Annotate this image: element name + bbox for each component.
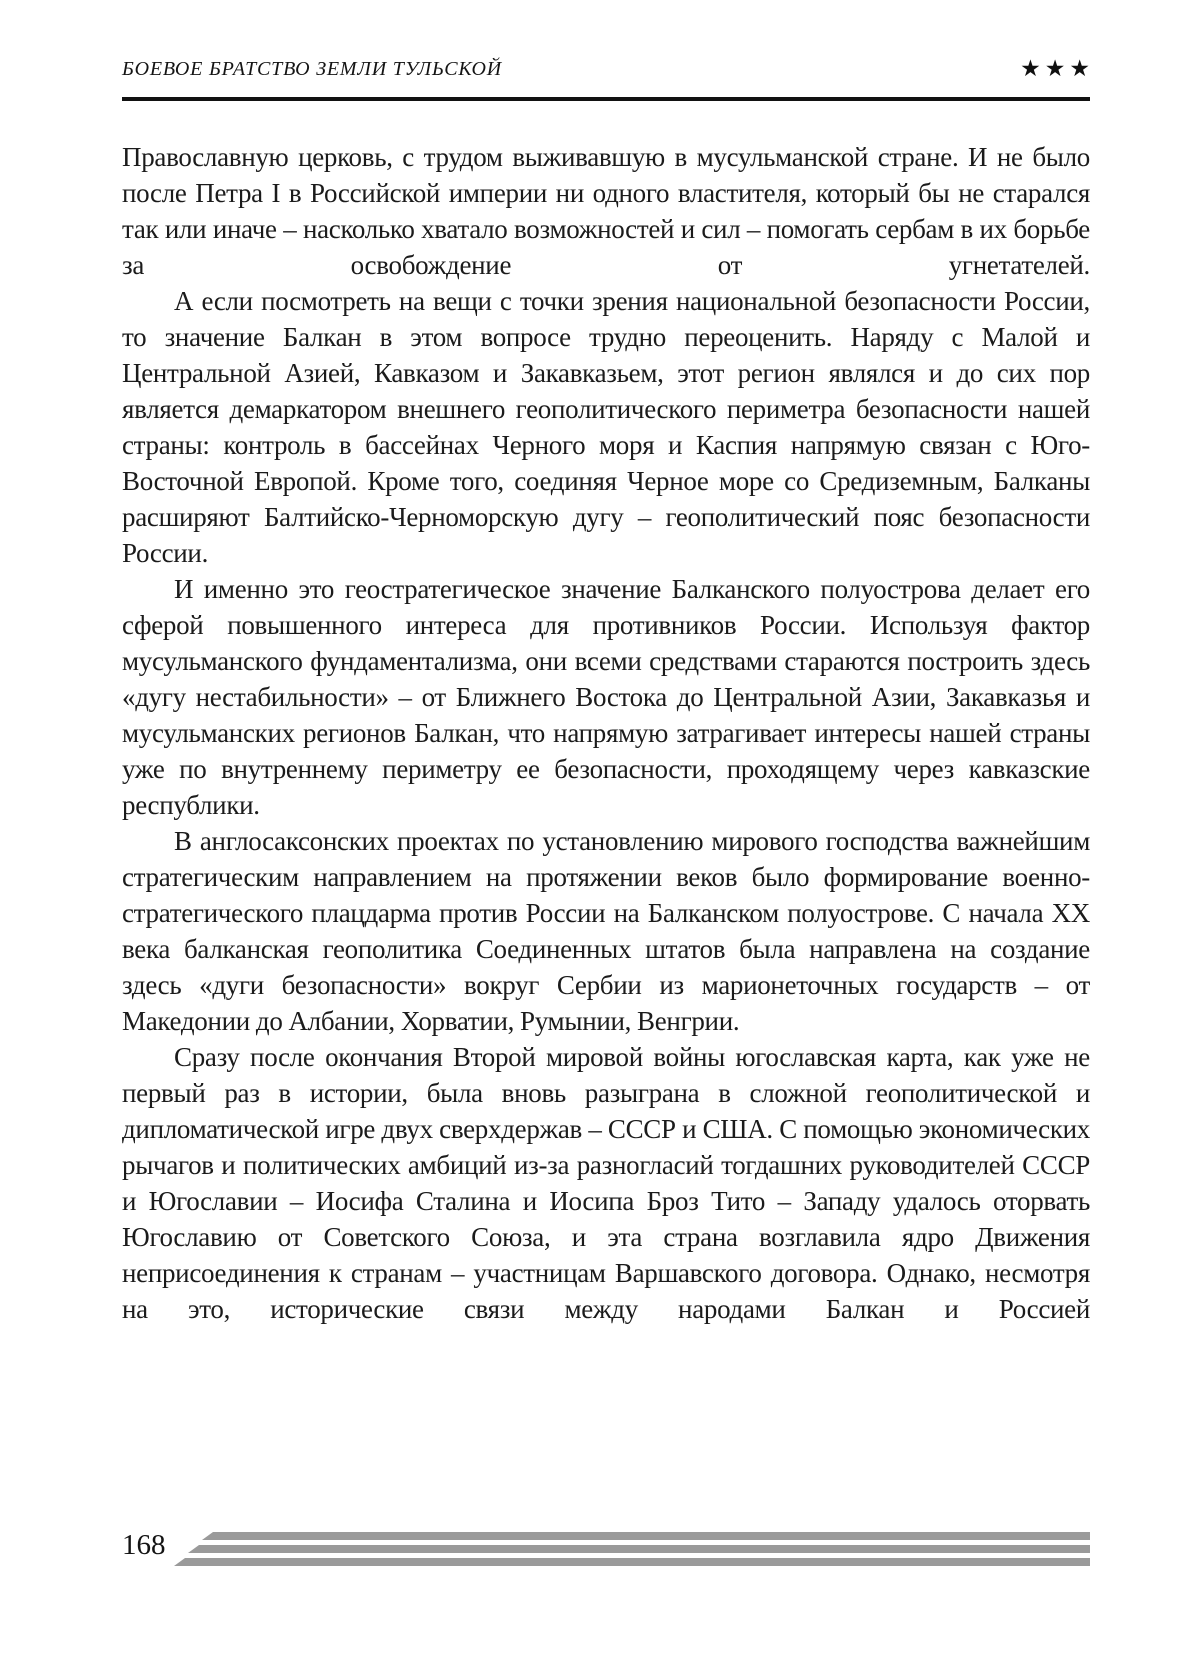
paragraph-5: Сразу после окончания Второй мировой войны югославская карта, как уже не первый раз в истории, была вновь разыграна в сложной геополитической и дипломатической игре двух сверхдержав – СССР и США. С помощью экономических рычагов и политических амбиций из-за разногласий тогдашних руководителей СССР и Югославии – Иосифа Сталина и Иосипа Броз Тито – Западу удалось оторвать Югославию от Советского Союза, и эта страна возглавила ядро Движения неприсоединения к странам – участницам Варшавского договора. Однако, несмотря на это, исторические связи между народами Балкан и Россией (122, 1042, 1090, 1324)
three-stars-icon: ★★★ (1020, 56, 1094, 82)
page-number: 168 (122, 1529, 166, 1561)
footer-stripe-top (202, 1532, 1090, 1540)
paragraph-3: И именно это геостратегическое значение Балканского полуострова делает его сферой повышенного интереса для противников России. Используя фактор мусульманского фундаментализма, они всеми средствами стараются построить здесь «дугу нестабильности» – от Ближнего Востока до Центральной Азии, Закавказья и мусульманских регионов Балкан, что напрямую затрагивает интересы нашей страны уже по внутреннему периметру ее безопасности, проходящему через кавказские республики. (122, 574, 1090, 820)
paragraph-2: А если посмотреть на вещи с точки зрения национальной безопасности России, то значение Балкан в этом вопросе трудно переоценить. Наряду с Малой и Центральной Азией, Кавказом и Закавказьем, этот регион являлся и до сих пор является демаркатором внешнего геополитического периметра безопасности нашей страны: контроль в бассейнах Черного моря и Каспия напрямую связан с Юго-Восточной Европой. Кроме того, соединяя Черное море со Средиземным, Балканы расширяют Балтийско-Черноморскую дугу – геополитический пояс безопасности России. (122, 286, 1090, 568)
page-header (122, 56, 1094, 82)
running-title: БОЕВОЕ БРАТСТВО ЗЕМЛИ ТУЛЬСКОЙ (122, 58, 502, 80)
header-rule (122, 97, 1090, 101)
footer-stripe-middle (188, 1545, 1090, 1553)
paragraph-1: Православную церковь, с трудом выживавшую в мусульманской стране. И не было после Петра I в Российской империи ни одного властителя, который бы не старался так или иначе – насколько хватало возможностей и сил – помогать сербам в их борьбе за освобождение от угнетателей. (122, 142, 1090, 280)
paragraph-4: В англосаксонских проектах по установлению мирового господства важнейшим стратегическим направлением на протяжении веков было формирование военно-стратегического плацдарма против России на Балканском полуострове. С начала XX века балканская геополитика Соединенных штатов была направлена на создание здесь «дуги безопасности» вокруг Сербии из марионеточных государств – от Македонии до Албании, Хорватии, Румынии, Венгрии. (122, 826, 1090, 1036)
body-text (122, 139, 1090, 1327)
footer-stripe-bottom (174, 1558, 1090, 1566)
